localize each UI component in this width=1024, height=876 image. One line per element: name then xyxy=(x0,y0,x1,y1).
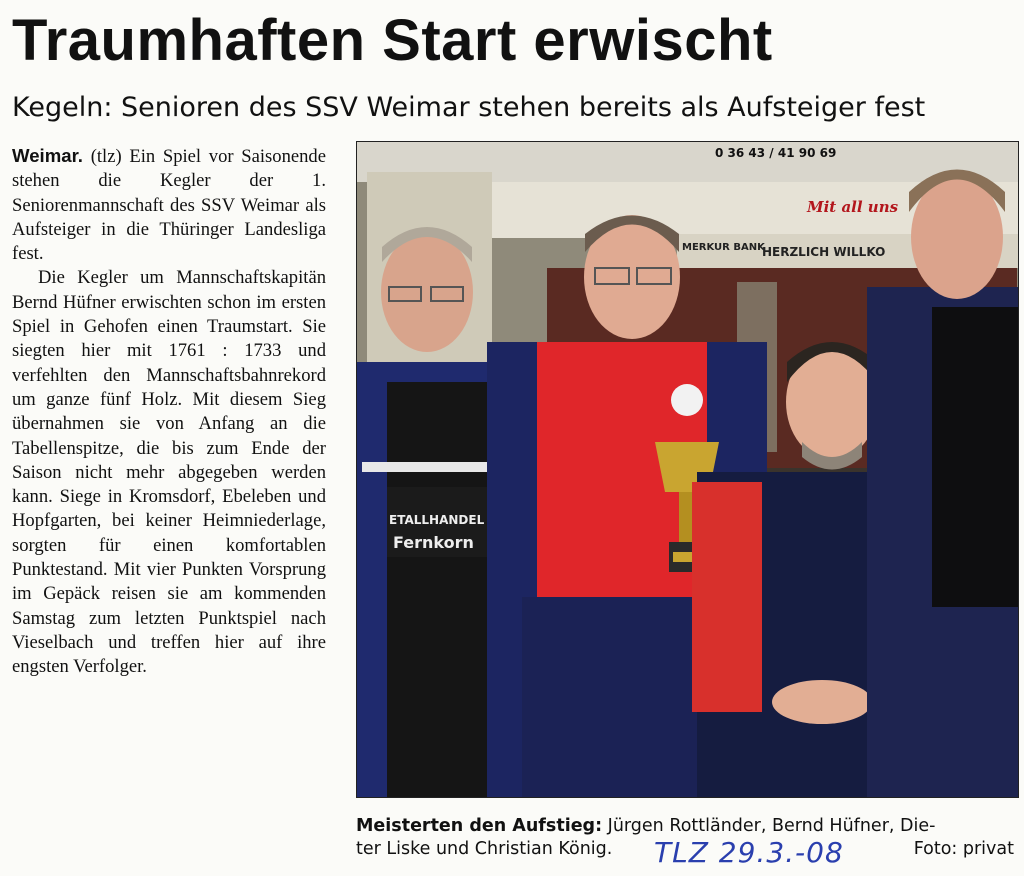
paragraph-2: Die Kegler um Mannschaftskapitän Bernd Hüfner erwischten schon im ersten Spiel in Gehofen einen Traumstart. Sie siegten hier mit 1761 : 1733 und verfehlten den Mannschaftsbahnrekord um ganze fünf Holz. Mit diesem Sieg übernahmen sie von Anfang an die Tabellenspitze, die bis zum Ende der Saison nicht mehr abgegeben werden kann. Siege in Kromsdorf, Ebeleben und Hopfgarten, bei keiner Heimniederlage, sorgten für einen komfortablen Punktestand. Mit vier Punkten Vorsprung im Gepäck reisen sie am kommenden Samstag zum letzten Punktspiel nach Vieselbach und treffen hier auf ihre engsten Verfolger. xyxy=(12,267,326,678)
team-photo xyxy=(356,141,1019,798)
team-photo-illustration xyxy=(357,142,1018,797)
photo-credit: Foto: privat xyxy=(913,839,1014,859)
dateline: Weimar. xyxy=(12,145,83,166)
paragraph-1 xyxy=(12,144,326,266)
welcome-sign: HERZLICH WILLKO xyxy=(762,245,886,259)
photo-caption xyxy=(356,815,1020,869)
caption-names-1: Jürgen Rottländer, Bernd Hüfner, Die- xyxy=(602,816,936,836)
shirt-text: ETALLHANDEL xyxy=(389,513,485,527)
caption-lead: Meisterten den Aufstieg: xyxy=(356,816,603,836)
paragraph-1-text: (tlz) Ein Spiel vor Saisonende stehen die Kegler der 1. Seniorenmannschaft des SSV Weimar als Aufsteiger in die Thüringer Landesliga fest. xyxy=(12,146,326,265)
phone-sign: 0 36 43 / 41 90 69 xyxy=(715,146,837,160)
caption-names-2: ter Liske und Christian König. xyxy=(356,839,613,859)
red-sign: Mit all uns xyxy=(807,198,899,216)
article-body xyxy=(12,144,326,680)
subheadline: Kegeln: Senioren des SSV Weimar stehen bereits als Aufsteiger fest xyxy=(12,92,926,123)
caption-line-2 xyxy=(356,836,1020,869)
shirt-brand: Fernkorn xyxy=(393,533,474,552)
headline: Traumhaften Start erwischt xyxy=(12,8,773,73)
bank-sign: MERKUR BANK xyxy=(682,242,765,253)
caption-line-1 xyxy=(356,815,1020,838)
handwritten-note: TLZ 29.3.-08 xyxy=(654,836,844,869)
